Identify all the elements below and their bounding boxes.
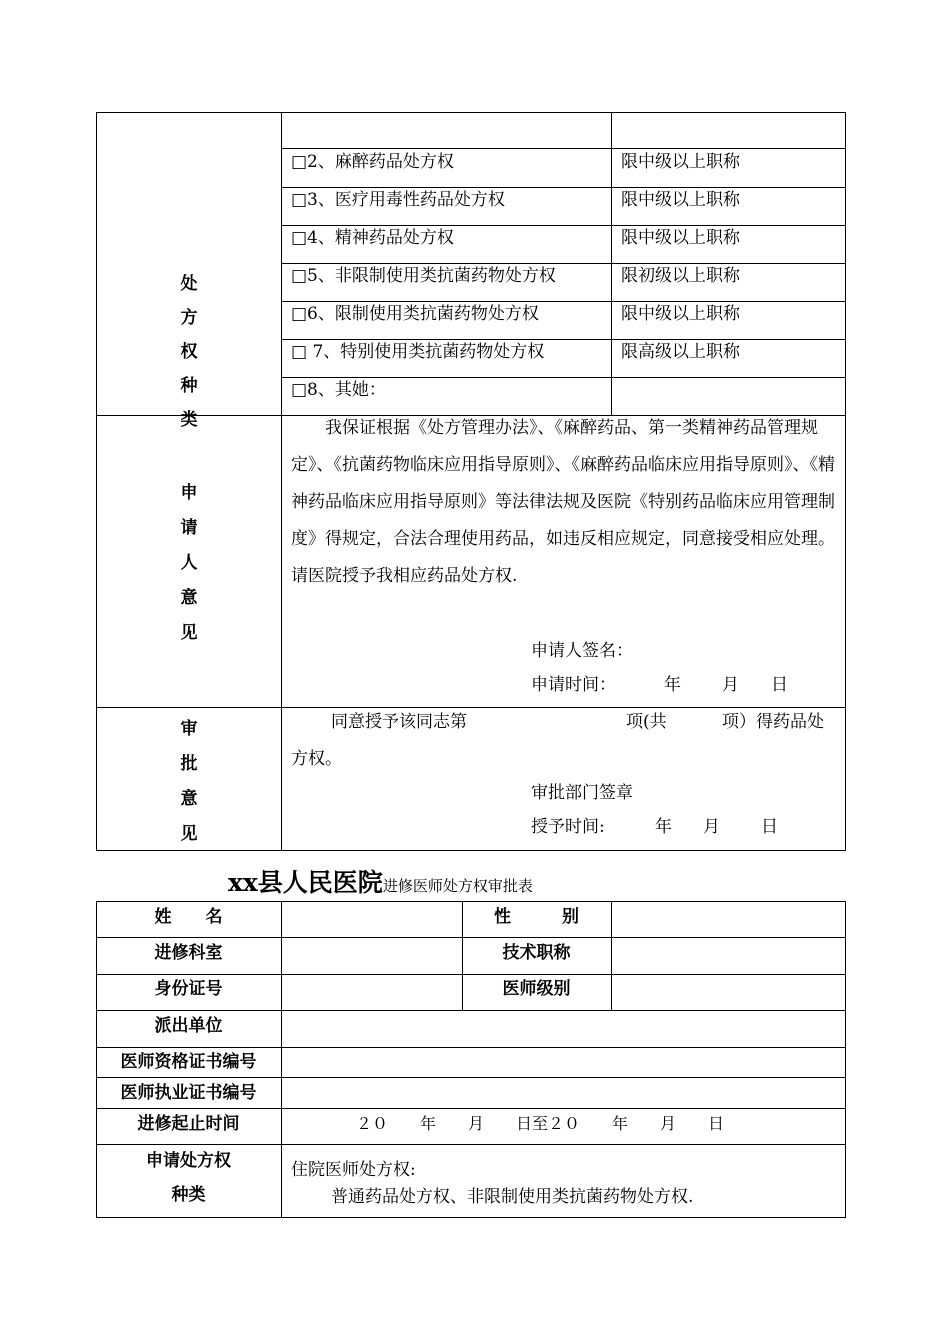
right-item-4-name: □4、精神药品处方权 <box>291 228 454 248</box>
applicant-opinion-label: 申请人意见 <box>180 483 198 643</box>
approval-day: 日 <box>761 817 778 837</box>
name-label: 姓 名 <box>154 907 223 927</box>
dispatch-unit-label: 派出单位 <box>154 1016 223 1036</box>
right-item-6-name: □6、限制使用类抗菌药物处方权 <box>291 304 539 324</box>
right-item-5-name: □5、非限制使用类抗菌药物处方权 <box>291 266 556 286</box>
qualification-cert-label: 医师资格证书编号 <box>120 1052 257 1072</box>
right-item-3-name: □3、医疗用毒性药品处方权 <box>291 190 505 210</box>
approval-opinion-label: 审批意见 <box>180 719 198 844</box>
hospital-title: xx县人民医院 <box>228 868 383 897</box>
apply-kind-value-line1: 住院医师处方权: <box>291 1160 416 1180</box>
form-subtitle: 进修医师处方权审批表 <box>382 877 533 895</box>
applicant-statement: 我保证根据《处方管理办法》、《麻醉药品、第一类精神药品管理规定》、《抗菌药物临床应用指导原则》、《麻醉药品临床应用指导原则》、《精神药品临床应用指导原则》等法律法规及医院《特别药品临床应用管理制度》得规定，合法合理使用药品，如违反相应规定，同意接受相应处理。请医院授予我相应药品处方权. <box>291 418 835 586</box>
right-item-2-requirement: 限中级以上职称 <box>621 152 740 172</box>
right-item-6-requirement: 限中级以上职称 <box>621 304 740 324</box>
applicant-month: 月 <box>722 675 739 695</box>
apply-kind-label-line2: 种类 <box>171 1185 206 1205</box>
tech-title-label: 技术职称 <box>502 943 571 963</box>
approval-time-label: 授予时间: <box>531 817 605 837</box>
approval-text-b: 项(共 <box>626 712 667 732</box>
right-item-3-requirement: 限中级以上职称 <box>621 190 740 210</box>
right-item-4-requirement: 限中级以上职称 <box>621 228 740 248</box>
apply-kind-label-line1: 申请处方权 <box>146 1151 231 1171</box>
approval-text-a: 同意授予该同志第 <box>331 712 467 732</box>
right-item-7-requirement: 限高级以上职称 <box>621 342 740 362</box>
applicant-year: 年 <box>664 675 681 695</box>
id-number-label: 身份证号 <box>154 979 223 999</box>
right-item-8-name: □8、其她： <box>291 380 386 400</box>
title-block <box>228 863 533 899</box>
applicant-signature-label: 申请人签名： <box>531 641 633 661</box>
approval-year: 年 <box>655 817 672 837</box>
applicant-time-label: 申请时间： <box>531 675 616 695</box>
right-item-2-name: □2、麻醉药品处方权 <box>291 152 454 172</box>
right-item-5-requirement: 限初级以上职称 <box>621 266 740 286</box>
dept-label: 进修科室 <box>154 943 223 963</box>
training-period-value: ２０ 年 月 日至２０ 年 月 日 <box>356 1114 725 1133</box>
doctor-level-label: 医师级别 <box>502 979 571 999</box>
right-item-7-name: □ 7、特别使用类抗菌药物处方权 <box>291 342 545 362</box>
approval-text-c: 项）得药品处 <box>722 712 824 732</box>
approval-seal-label: 审批部门签章 <box>531 783 633 803</box>
training-period-label: 进修起止时间 <box>137 1114 240 1134</box>
gender-label: 性 别 <box>494 907 579 927</box>
rights-kind-label: 处方权种类 <box>180 274 198 430</box>
applicant-day: 日 <box>771 675 788 695</box>
approval-month: 月 <box>703 817 720 837</box>
approval-text-d: 方权。 <box>291 749 342 769</box>
practice-cert-label: 医师执业证书编号 <box>120 1083 257 1103</box>
apply-kind-value-line2: 普通药品处方权、非限制使用类抗菌药物处方权. <box>331 1187 694 1207</box>
